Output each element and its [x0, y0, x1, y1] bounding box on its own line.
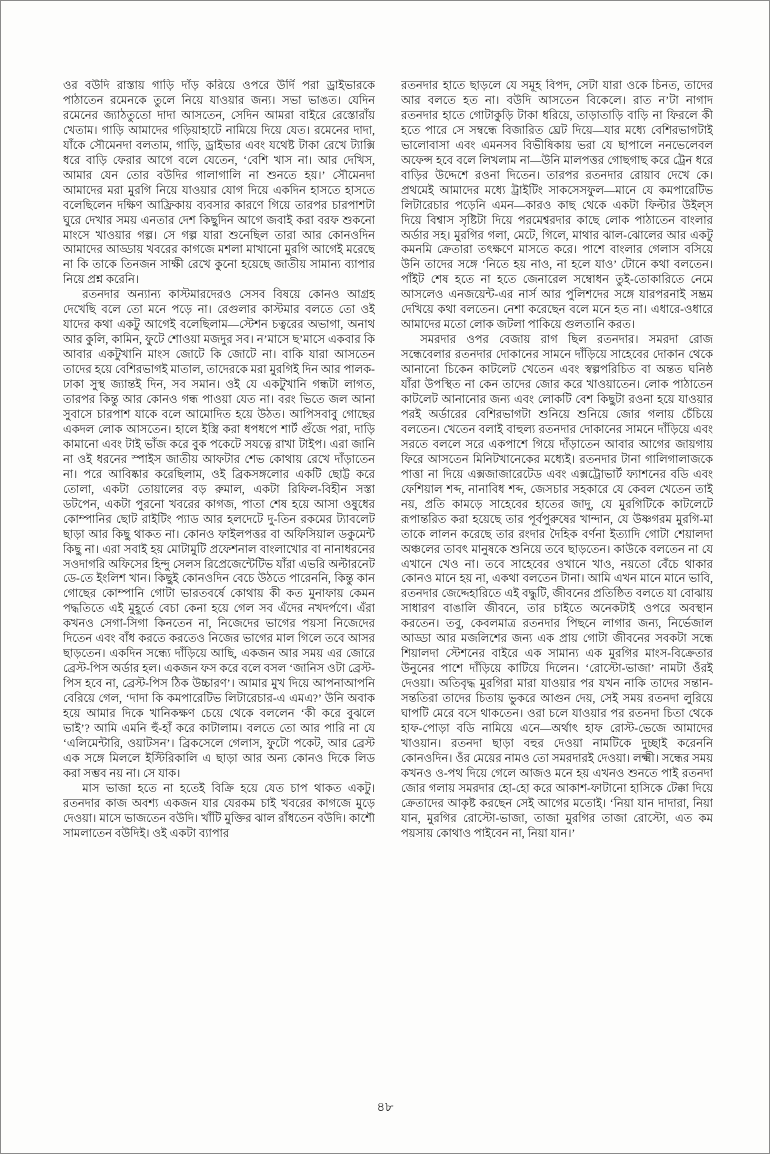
text-column-left: [63, 79, 375, 1089]
page-number: ৪৮: [376, 1099, 394, 1114]
text-column-right: [401, 79, 713, 1089]
page-content: [63, 79, 713, 1089]
paragraph: রতনদার হাতে ছাড়লে যে সমূহ বিপদ, সেটা যারা ওকে চিনত, তাদের আর বলতে হত না। বউদি আসতেন বিকেলে। রাত ন’টা নাগাদ রতনদার হাতে গোটাকুড়ি টাকা ধরিয়ে, তাড়াতাড়ি বাড়ি না ফিরলে কী হতে পারে সে সম্বন্ধে বিজারিত ঘ্রেট দিয়ে—যার মধ্যে বেশিরভাগটাই ভালোবাসা এবং এমনসব বিভীষিকায় ভরা যে ছাপালে ননভেলেবল অফেন্স হবে বলে লিখলাম না—উনি মালপত্তর গোছগাছ করে ট্রেন ধরে বাড়ির উদ্দেশে রওনা দিতেন। তারপর রতনদার রোয়াব দেখে কে। প্রথমেই আমাদের মধ্যে ট্রাইটিং সাকসেসফুল—মানে যে কমপারেটিভ লিটারেচার পড়েনি এমন—কারও কাছ থেকে একটা ফিল্টার উইল্স দিয়ে বিশ্বাস সৃষ্টিটা দিয়ে পরমেশ্বরদার কাছে লোক পাঠাতেন বাংলার অর্ডার সহ। মুরগির গলা, মেটে, গিলে, মাথার ঝাল-ঝোলের আর একটু কমনমি ক্রেতারা তৎক্ষণে মাসতে করে। পাশে বাংলার গেলাস বসিয়ে উনি তাদের সঙ্গে ‘নিতে হয় নাও, না হলে যাও’ টোনে কথা বলতেন। পাঁইট শেষ হতে না হতে জেনারেল সম্বোধন তুই-তোকারিতে নেমে আসলেও এনজয়েন্ট-এর নার্স আর পুলিশদের সঙ্গে যারপরনাই সম্ভ্রম দেখিয়ে কথা বলতেন। নেশা করেছেন বলে মনে হত না। এধারে-ওধারে আমাদের মতো লোক জটলা পাকিয়ে গুলতানি করত।: [401, 80, 713, 332]
paragraph: সমরদার ওপর বেজায় রাগ ছিল রতনদার। সমরদা রোজ সন্ধেবেলার রতনদার দোকানের সামনে দাঁড়িয়ে সাহেবের দোকান থেকে আনানো চিকেন কাটলেট খেতেন এবং স্বল্পপরিচিত বা অন্তত ঘনিষ্ঠ যাঁরা উপস্থিত না কেন তাদের জোর করে খাওয়াতেন। লোক পাঠাতেন কাটলেট আনানোর জন্য এবং লোকটি বেশ কিছুটা রওনা হয়ে যাওয়ার পরই অর্ডারের বেশিরভাগটা শুনিয়ে শুনিয়ে জোর গলায় চেঁচিয়ে বলতেন। খেতেন বলাই বাহুল্য রতনদার দোকানের সামনে দাঁড়িয়ে এবং সরতে বললে সরে একপাশে গিয়ে দাঁড়াতেন আবার আগের জায়গায় ফিরে আসতেন মিনিটখানেকের মধ্যেই। রতনদার টানা গালিগালাজকে পাত্তা না দিয়ে এক্সজাজারেটেড এবং এক্সট্রোভার্ট ফ্যাশনের বডি এবং ফেশিয়াল শব্দ, নানাবিধ শব্দ, জেসচার সহকারে যে কেবল খেতেন তাই নয়, প্রতি কামড়ে সাহেবের হাতের জাদু, যে মুরগিটিকে কাটলেটে রূপান্তরিত করা হয়েছে তার পূর্বপুরুষের খান্দান, যে উষ্ণগরম মুরগি-মা তাকে লালন করেছে তার রংদার দৈহিক বর্ণনা ইত্যাদি গোটা শেয়ালদা অঞ্চলের তাবৎ মানুষকে শুনিয়ে তবে ছাড়তেন। কাউকে বলতেন না যে এখানে খেও না। তবে সাহেবের ওখানে খাও, নয়তো বেঁচে থাকার কোনও মানে হয় না, একথা বলতেন টানা। আমি এখন মানে মানে ভাবি, রতনদার জেদ্দেহারিতে এই বদ্ধুটি, জীবনের প্রতিষ্ঠিত বলতে যা বোঝায় সাধারণ বাঙালি জীবনে, তার চাইতে অনেকটাই ওপরে অবস্থান করতেন। তবু, কেবলমাত্র রতনদার পিছনে লাগার জন্য, নির্ভেজাল আড্ডা আর মজলিশের জন্য এক প্রায় গোটা জীবনের সবকটা সন্ধে শিয়ালদা স্টেশনের বাইরে এক সামান্য এক মুরগির মাংস-বিক্রেতার উনুনের পাশে দাঁড়িয়ে কাটিয়ে দিলেন। ‘রোস্টো-ভাজা’ নামটা ওঁরই দেওয়া। অতিবৃদ্ধ মুরগিরা মারা যাওয়ার পর যখন নাকি তাদের সন্তান-সন্ততিরা তাদের চিতায় ভুকরে আগুন দেয়, সেই সময় রতনদা লুরিয়ে ঘাপটি মেরে বসে থাকতেন। ওরা চলে যাওয়ার পর রতনদা চিতা থেকে হাফ-পোড়া বডি নামিয়ে এনে—অর্থাৎ হাফ রোস্ট-ভেজে আমাদের খাওয়ান। রতনদা ছাড়া বহুর দেওয়া নামটিকে দুচ্ছাই করেননি কোনওদিন। ওঁর মেয়ের নামও তো সমরদারই দেওয়া। লক্ষ্মী। সন্ধের সময় কখনও ও-পথ দিয়ে গেলে আজও মনে হয় এখনও শুনতে পাই রতনদা জোর গলায় সমরদার হো-হো করে আকাশ-ফাটানো হাসিকে টেক্কা দিয়ে ক্রেতাদের আকৃষ্ট করছেন সেই আগের মতোই। ‘নিয়া যান দাদারা, নিয়া যান, মুরগির রোস্টো-ভাজা, তাজা মুরগির তাজা রোস্টো, এত কম পয়সায় কোথাও পাইবেন না, নিয়া যান।’: [401, 334, 713, 840]
paragraph: ওর বউদি রাস্তায় গাড়ি দাঁড় করিয়ে ওপরে উর্দি পরা ড্রাইভারকে পাঠাতেন রমেনকে তুলে নিয়ে যাওয়ার জন্য। সভা ভাঙত। যেদিন রমেনের জ্যাঠতুতো দাদা আসতেন, সেদিন আমরা বাইরে রেস্তোরাঁয় খেতাম। গাড়ি আমাদের গড়িয়াহাটে নামিয়ে দিয়ে যেত। রমেনের দাদা, যাঁকে সৌমেনদা বলতাম, গাড়ি, ড্রাইভার এবং যথেষ্ট টাকা রেখে ট্যাক্সি ধরে বাড়ি ফেরার আগে বলে যেতেন, ‘বেশি খাস না। আর দেখিস, আমার যেন তোর বউদির গালাগালি না শুনতে হয়।’ সৌমেনদা আমাদের মরা মুরগি নিয়ে যাওয়ার যোগ দিয়ে একদিন হাসতে হাসতে বলেছিলেন দক্ষিণ আফ্রিকায় ব্যবসার কারণে গিয়ে তারপর চারপাশটা ঘুরে দেখার সময় এনতার দেশ কিছুদিন আগে জবাই করা বরফ শুকনো মাংসে খাওয়ার গল্প। সে গল্প যারা শুনেছিল তারা আর কোনওদিন আমাদের আড্ডায় খবরের কাগজে মশলা মাখানো মুরগি আগেই মরেছে না কি তাকে তিনজন সাক্ষী রেখে কুনো হয়েছে জাতীয় সামান্য ব্যাপার নিয়ে প্রশ্ন করেনি।: [63, 80, 375, 287]
paragraph: মাস ভাজা হতে না হতেই বিক্রি হয়ে যেত চাপ থাকত একটু। রতনদার কাজ অবশ্য একজন যার যেরকম চাই খবরের কাগজে মুড়ে দেওয়া। মাসে ভাজতেন বউদি। খাঁটি মুক্তির ঝাল রাঁধতেন বউদি। কাশৌ সামলাতেন বউদিই। ওই একটা ব্যাপার: [63, 782, 375, 840]
paragraph: রতনদার অন্যান্য কাস্টমারদেরও সেসব বিষয়ে কোনও আগ্রহ দেখেছি বলে তো মনে পড়ে না। রেগুলার কাস্টমার বলতে তো ওই যাদের কথা একটু আগেই বলেছিলাম—স্টেশন চত্বরের অভাগা, অনাথ আর কুলি, কামিন, ফুটে শোওয়া মজদুর সব। ন’মাসে ছ’মাসে একবার কি আবার একটুখানি মাংস জোটে কি জোটে না। বাকি যারা আসতেন তাদের হয়ে বেশিরভাগই মাতাল, তাদেরকে মরা মুরগিই দিন আর পালক-ঢাকা সুস্থ জ্যান্তই দিন, সব সমান। ওই যে একটুখানি গন্ধটা লাগত, তারপর কিন্তু আর কোনও গন্ধ পাওয়া যেত না। বরং ভিতে জল আনা সুবাসে চারপাশ যাকে বলে আমোদিত হয়ে উঠত। আপিসবাবু গোছের একদল লোক আসতেন। হালে ইস্ত্রি করা ধপধপে শার্ট গুঁজে পরা, দাড়ি কামানো এবং টাই ভাঁজ করে বুক পকেটে সযত্নে রাখা টাইপ। এরা জানি না ওই ধরনের স্পাইস জাতীয় আফটার শেভ কোথায় রেখে দাঁড়াতেন না। পরে আবিষ্কার করেছিলাম, ওই ব্রিকসঙ্গলোর একটি ছোট্ট করে তোলা, একটা তোয়ালের বড় রুমাল, একটা রিফিল-বিহীন সস্তা ডটপেন, একটা পুরনো খবরের কাগজ, পাতা শেষ হয়ে আসা ওষুধের কোম্পানির ছোট রাইটিং প্যাড আর হলদেটে দু-তিন রকমের ট্যাবলেট ছাড়া আর কিছু থাকত না। কোনও ফাইলপত্তর বা অফিসিয়াল ডকুমেন্ট কিছু না। এরা সবাই হয় মোটামুটি প্রফেশনাল বাংলাখোর বা নানাধরনের সওদাগরি অফিসের হিন্দু সেলস রিপ্রেজেন্টেটিভ যাঁরা এভরি অল্টারনেট ডে-তে ইংলিশ খান। কিছুই কোনওদিন বেচে উঠতে পারেননি, কিন্তু কান গোছের কোম্পানি গোটা ভারতবর্ষে কোথায় কী কত মুনাফায় কেমন পদ্ধতিতে এই মুহূর্তে বেচা কেনা হয়ে গেল সব এঁদের নখদর্পণে। এঁরা কখনও সেগা-সিগা কিনতেন না, নিজেদের ভাগের পয়সা নিজেদের দিতেন এবং বাঁধ করতে করতেও নিজের ভাগের মাল গিলে তবে আসর ছাড়তেন। একদিন সন্ধ্যে দাঁড়িয়ে আছি, একজন আর সময় এর জোরে ব্রেস্ট-পিস অর্ডার হল। একজন ফস করে বলে বসল ‘জানিস ওটা ব্রেস্ট-পিস হবে না, ব্রেস্ট-পিস ঠিক উচ্চারণ’। আমার মুখ দিয়ে আপনাআপনি বেরিয়ে গেল, ‘দাদা কি কমপারেটিভ লিটারেচার-এ এমএ?’ উনি অবাক হয়ে আমার দিকে খানিকক্ষণ চেয়ে থেকে বললেন ‘কী করে বুঝলে ভাই’? আমি এমনি হুঁ-হাঁ করে কাটালাম। বলতে তো আর পারি না যে ‘এলিমেন্টারি, ওয়াটসন’। ব্রিকসেলে গেলাস, ফুটো পকেট, আর ব্রেস্ট এক সঙ্গে মিললে ইস্টিরিকালি এ ছাড়া আর অন্য কোনও দিকে লিড করা সম্ভব নয় না। সে যাক।: [63, 289, 375, 780]
